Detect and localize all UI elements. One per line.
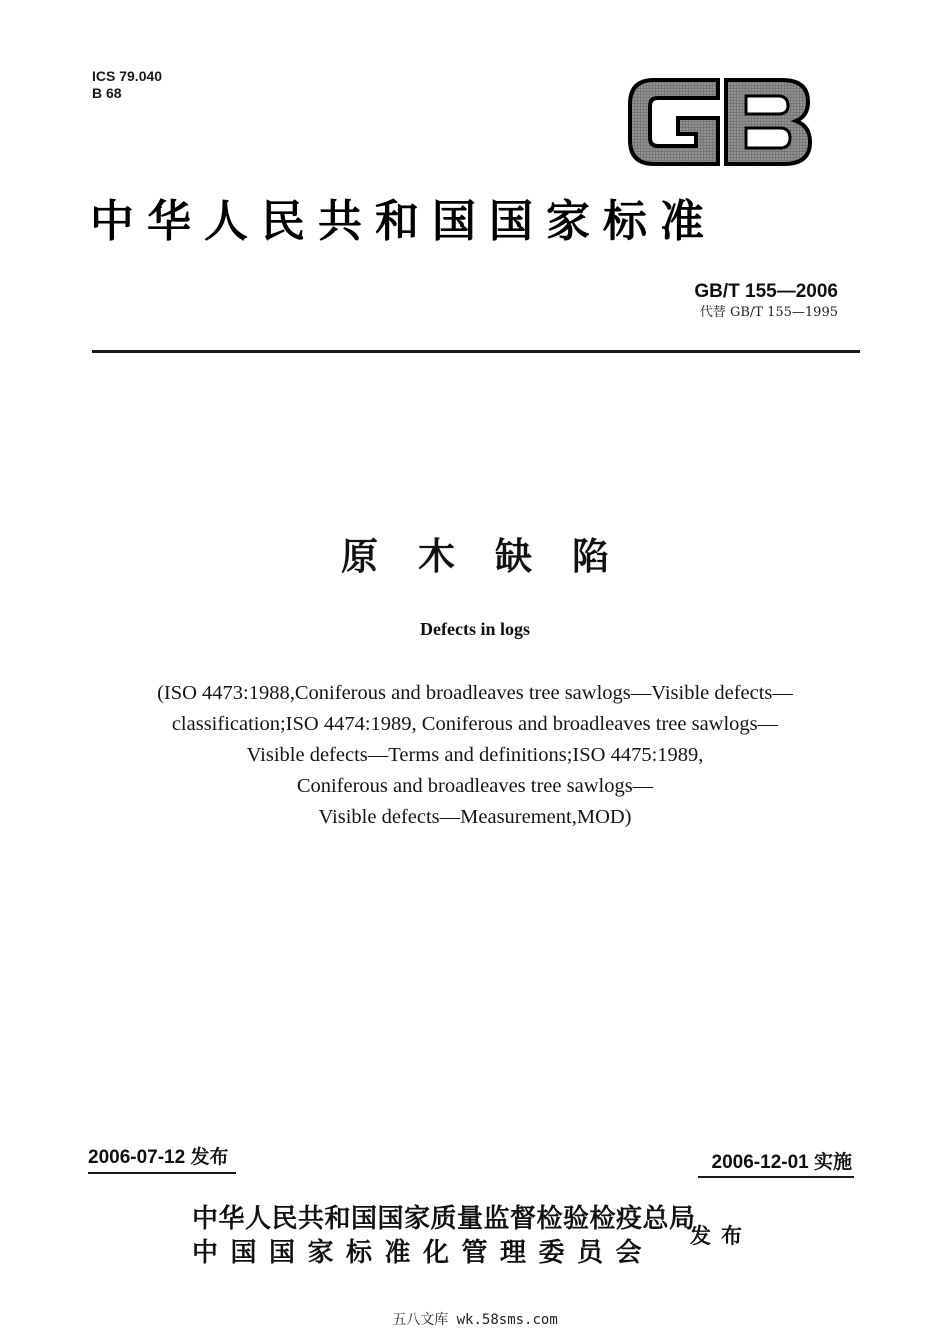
ccs-code: B 68 (92, 85, 122, 101)
gb-logo (626, 74, 812, 170)
iso-reference-block (70, 678, 880, 833)
replaced-standard: 代替 GB/T 155—1995 (699, 305, 838, 320)
ics-code: ICS 79.040 (92, 68, 163, 84)
implementation-date: 2006-12-01 实施 (711, 1152, 852, 1173)
issuer-sac: 中国国家标准化管理委员会 (192, 1238, 655, 1268)
iso-line: Coniferous and broadleaves tree sawlogs— (296, 775, 654, 797)
iso-line: classification;ISO 4474:1989, Coniferous and broadleaves tree sawlogs— (171, 713, 779, 735)
issue-date-underline (88, 1172, 236, 1174)
publish-label: 发布 (690, 1224, 752, 1248)
national-standard-title: 中华人民共和国国家标准 (90, 196, 717, 247)
standard-number: GB/T 155—2006 (694, 281, 838, 302)
watermark: 五八文库 wk.58sms.com (392, 1312, 558, 1328)
iso-line: Visible defects—Terms and definitions;ISO 4475:1989, (246, 744, 704, 766)
document-title-cn: 原木缺陷 (341, 535, 649, 578)
issue-date: 2006-07-12 发布 (88, 1147, 229, 1168)
implementation-date-underline (698, 1176, 854, 1178)
issuer-aqsiq: 中华人民共和国国家质量监督检验检疫总局 (192, 1204, 696, 1234)
iso-line: Visible defects—Measurement,MOD) (318, 806, 632, 828)
iso-line: (ISO 4473:1988,Coniferous and broadleaves tree sawlogs—Visible defects— (157, 682, 793, 704)
document-title-en: Defects in logs (420, 619, 530, 639)
gb-logo-text: GB (626, 74, 628, 75)
header-divider (92, 350, 860, 353)
classification-codes (92, 68, 162, 102)
